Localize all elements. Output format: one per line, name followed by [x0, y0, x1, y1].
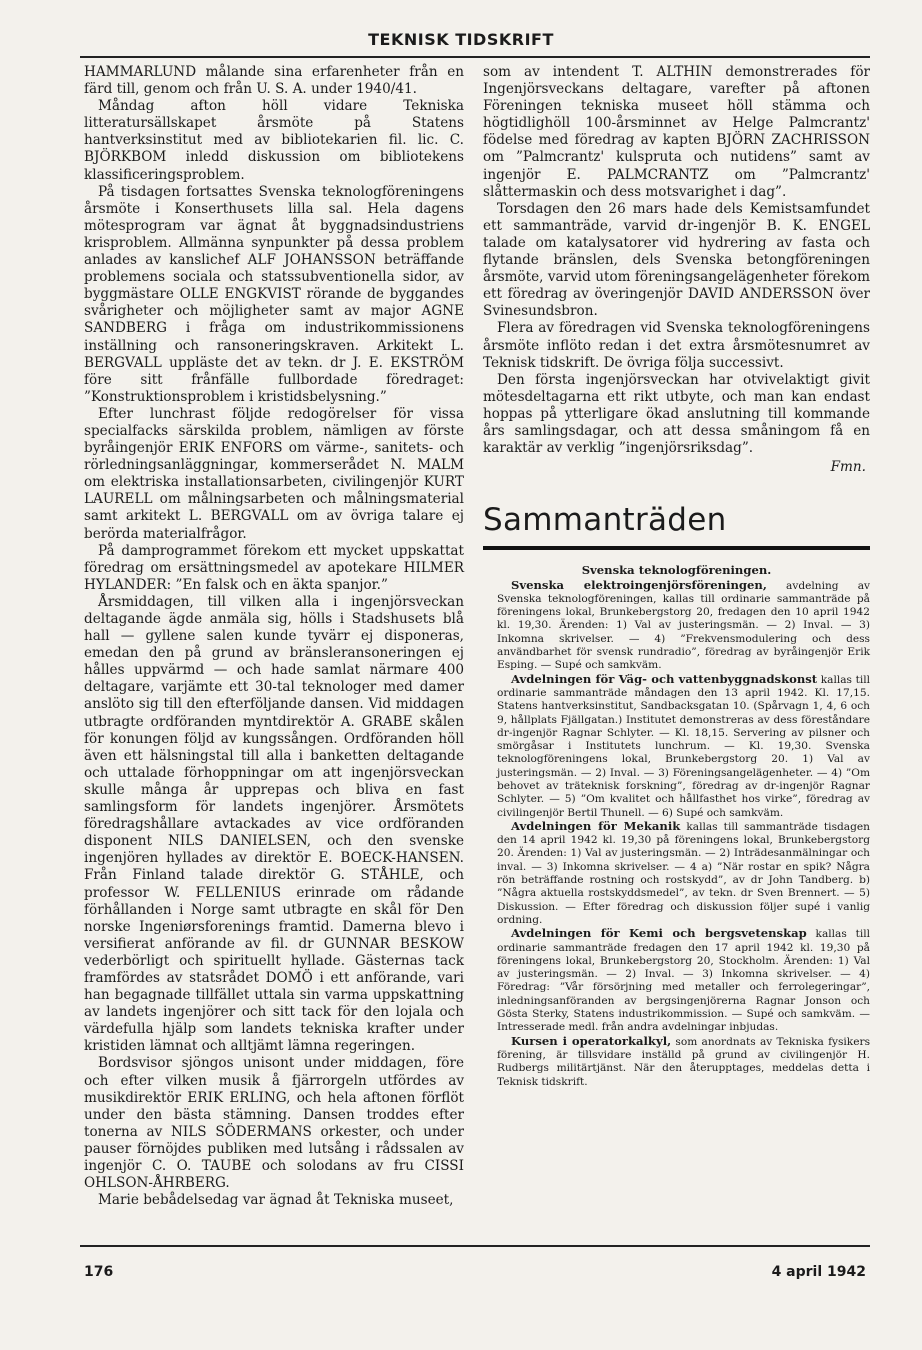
- notice-text: kallas till ordinarie sammanträde fredagen den 17 april 1942 kl. 19,30 på föreningens lokal, Brunkebergstorg 20, Stockholm. Ärenden: 1) Val av justeringsmän. — 2) Inval. — 3) Inkomna skrivelser. — 4) Föredrag: ”Vår försörjning med metaller och ferrolegeringar”, inledningsanföranden av bergsingenjörerna Ragnar Jonson och Gösta Sterky, Statens industrikommission. — Supé och samkväm. — Intresserade medl. från andra avdelningar inbjudas.: [497, 928, 870, 1034]
- header-rule: [80, 56, 870, 58]
- notice-heading: Avdelningen för Mekanik: [511, 818, 681, 833]
- paragraph: Den första ingenjörsveckan har otvivelaktigt givit mötesdeltagarna ett rikt utbyte, och man kan endast hoppas på ytterligare ökad anslutning till kommande års samlingsdagar, och att dessa småningom få en karaktär av verklig ”ingenjörsriksdag”.: [483, 371, 870, 457]
- section-title: Sammanträden: [483, 502, 727, 539]
- paragraph: som av intendent T. ALTHIN demonstrerades för Ingenjörsveckans deltagare, varefter på aftonen Föreningen tekniska museet höll stämma och högtidlighöll 100-årsminnet av Helge Palmcrantz' födelse med föredrag av kapten BJÖRN ZACHRISSON om ”Palmcrantz' kulspruta och nutidens” samt av ingenjör E. PALMCRANTZ om ”Palmcrantz' slåttermaskin och dess motsvarighet i dag”.: [483, 64, 870, 200]
- paragraph: På damprogrammet förekom ett mycket uppskattat föredrag om ersättningsmedel av apotekare HILMER HYLANDER: ”En falsk och en äkta spanjor.”: [84, 542, 464, 593]
- right-column: [483, 64, 870, 1089]
- notice-text: avdelning av Svenska teknologföreningen, kallas till ordinarie sammanträde på föreningens lokal, Brunkebergstorg 20, fredagen den 10 april 1942 kl. 19,30. Ärenden: 1) Val av justeringsmän. — 2) Inval. — 3) Inkomna skrivelser. — 4) ”Frekvensmodulering och dess användbarhet för svensk rundradio”, föredrag av byråingenjör Erik Esping. — Supé och samkväm.: [497, 579, 870, 672]
- footer-rule: [80, 1245, 870, 1247]
- paragraph: Bordsvisor sjöngos unisont under middagen, före och efter vilken musik å fjärrorgeln utfördes av musikdirektör ERIK ERLING, och hela aftonen förflöt under den bästa stämning. Dansen troddes efter tonerna av NILS SÖDERMANS orkester, och under pauser förnöjdes publiken med lutsång i rådssalen av ingenjör C. O. TAUBE och solodans av fru CISSI OHLSON-ÅHRBERG.: [84, 1055, 464, 1192]
- notice-text: som anordnats av Tekniska fysikers förening, är tillsvidare inställd på grund av civilingenjör H. Rudbergs militärtjänst. När den återupptages, meddelas detta i Teknisk tidskrift.: [497, 1035, 871, 1088]
- paragraph: På tisdagen fortsattes Svenska teknologföreningens årsmöte i Konserthusets lilla sal. Hela dagens mötesprogram var ägnat åt byggnadsindustriens krisproblem. Allmänna synpunkter på dessa problem anlades av kanslichef ALF JOHANSSON beträffande problemens sociala och statssubventionella sidor, av byggmästare OLLE ENGKVIST rörande de byggandes svårigheter och möjligheter samt av major AGNE SANDBERG i fråga om industrikommissionens inställning och ransoneringskraven. Arkitekt L. BERGVALL uppläste det av tekn. dr J. E. EKSTRÖM före sitt frånfälle fullbordade föredraget: ”Konstruktionsproblem i kristidsbelysning.”: [84, 183, 464, 405]
- page-number: 176: [84, 1264, 114, 1280]
- notice-heading: Avdelningen för Kemi och bergsvetenskap: [511, 926, 807, 941]
- meeting-notice: [483, 927, 870, 1034]
- author-signature: Fmn.: [830, 459, 866, 476]
- paragraph: HAMMARLUND målande sina erfarenheter från en färd till, genom och från U. S. A. under 1940/41.: [84, 64, 464, 98]
- notice-heading: Svenska elektroingenjörsföreningen,: [511, 577, 767, 592]
- organization-heading: Svenska teknologföreningen.: [581, 563, 772, 578]
- meeting-notice: [483, 579, 870, 673]
- paragraph: Marie bebådelsedag var ägnad åt Tekniska museet,: [98, 1192, 454, 1209]
- meeting-notice: [483, 673, 870, 820]
- notice-text: kallas till ordinarie sammanträde måndagen den 13 april 1942. Kl. 17,15. Statens hantverksinstitut, Sandbacksgatan 10. (Spårvagn 1, 4, 6 och 9, hållplats Fjällgatan.) Institutet demonstreras av dess föreståndare dr-ingenjör Ragnar Schlyter. — Kl. 18,15. Servering av pilsner och smörgåsar i Institutets lunchrum. — Kl. 19,30. Svenska teknologföreningens lokal, Brunkebergstorg 20. 1) Val av justeringsmän. — 2) Inval. — 3) Föreningsangelägenheter. — 4) ”Om behovet av träteknisk forskning”, föredrag av dr-ingenjör Ragnar Schlyter. — 5) ”Om kvalitet och hållfasthet hos virke”, föredrag av civilingenjör Bertil Thunell. — 6) Supé och samkväm.: [497, 673, 870, 819]
- journal-title: TEKNISK TIDSKRIFT: [368, 30, 554, 49]
- paragraph: Torsdagen den 26 mars hade dels Kemistsamfundet ett sammanträde, varvid dr-ingenjör B. K. ENGEL talade om katalysatorer vid hydrering av fasta och flytande bränslen, dels Svenska betongföreningen årsmöte, varvid utom föreningsangelägenheter förekom ett föredrag av överingenjör DAVID ANDERSSON över Svinesundsbron.: [483, 200, 870, 320]
- meeting-notice: [483, 820, 870, 927]
- section-rule: [483, 546, 870, 550]
- paragraph: Flera av föredragen vid Svenska teknologföreningens årsmöte inflöto redan i det extra årsmötesnumret av Teknisk tidskrift. De övriga följa successivt.: [483, 320, 870, 371]
- issue-date: 4 april 1942: [771, 1264, 866, 1280]
- meeting-notice: [483, 1035, 870, 1089]
- left-column: [84, 64, 464, 1209]
- notice-heading: Avdelningen för Väg- och vattenbyggnadskonst: [511, 671, 818, 686]
- paragraph: Årsmiddagen, till vilken alla i ingenjörsveckan deltagande ägde anmäla sig, hölls i Stadshusets blå hall — gyllene salen kunde tyvärr ej disponeras, emedan den på grund av bränsleransoneringen ej hålles uppvärmd — och hade samlat närmare 400 deltagare, varjämte ett 30-tal teknologer med damer anslöto sig till den efterföljande dansen. Vid middagen utbragte ordföranden myntdirektör A. GRABE skålen för konungen följd av kungssången. Ordföranden höll även ett hälsningstal till alla i banketten deltagande och uttalade förhoppningar om att ingenjörsveckan skulle många år upprepas och bliva en fast samlingsform för landets ingenjörer. Årsmötets föredragshållare avtackades av vice ordföranden disponent NILS DANIELSEN, och den svenske ingenjören hyllades av direktör E. BOECK-HANSEN. Från Finland talade direktör G. STÅHLE, och professor W. FELLENIUS erinrade om rådande förhållanden i Norge samt utbragte en skål för Den norske Ingeniørsforenings framtid. Damerna blevo i versifierat anförande av fil. dr GUNNAR BESKOW vederbörligt och spirituellt hyllade. Gästernas tack framfördes av statsrådet DOMÖ i ett anförande, vari han begagnade tillfället uttala sin varma uppskattning av landets ingenjörer och sitt tack för den lojala och värdefulla hjälp som landets tekniska krafter under kristiden lämnat och alltjämt lämna regeringen.: [84, 593, 464, 1055]
- notice-text: kallas till sammanträde tisdagen den 14 april 1942 kl. 19,30 på föreningens lokal, Brunkebergstorg 20. Ärenden: 1) Val av justeringsmän. — 2) Inträdesanmälningar och inval. — 3) Inkomna skrivelser. — 4 a) ”När rostar en spik? Några rön beträffande rostning och rostskydd”, av dr John Tandberg. b) ”Några aktuella rostskyddsmedel”, av tekn. dr Sven Brennert. — 5) Diskussion. — Efter föredrag och diskussion följer supé i vanlig ordning.: [497, 820, 870, 926]
- notice-heading: Kursen i operatorkalkyl,: [511, 1033, 672, 1048]
- paragraph: Måndag afton höll vidare Tekniska litteratursällskapet årsmöte på Statens hantverksinstitut med av bibliotekarien fil. lic. C. BJÖRKBOM inledd diskussion om bibliotekens klassificeringsproblem.: [84, 98, 464, 183]
- meeting-notices: [483, 564, 870, 1089]
- paragraph: Efter lunchrast följde redogörelser för vissa specialfacks särskilda problem, nämligen av förste byråingenjör ERIK ENFORS om värme-, sanitets- och rörledningsanläggningar, kommerserådet N. MALM om elektriska installationsarbeten, civilingenjör KURT LAURELL om målningsarbeten och målningsmaterial samt arkitekt L. BERGVALL om av övriga talare ej berörda materialfrågor.: [84, 405, 464, 542]
